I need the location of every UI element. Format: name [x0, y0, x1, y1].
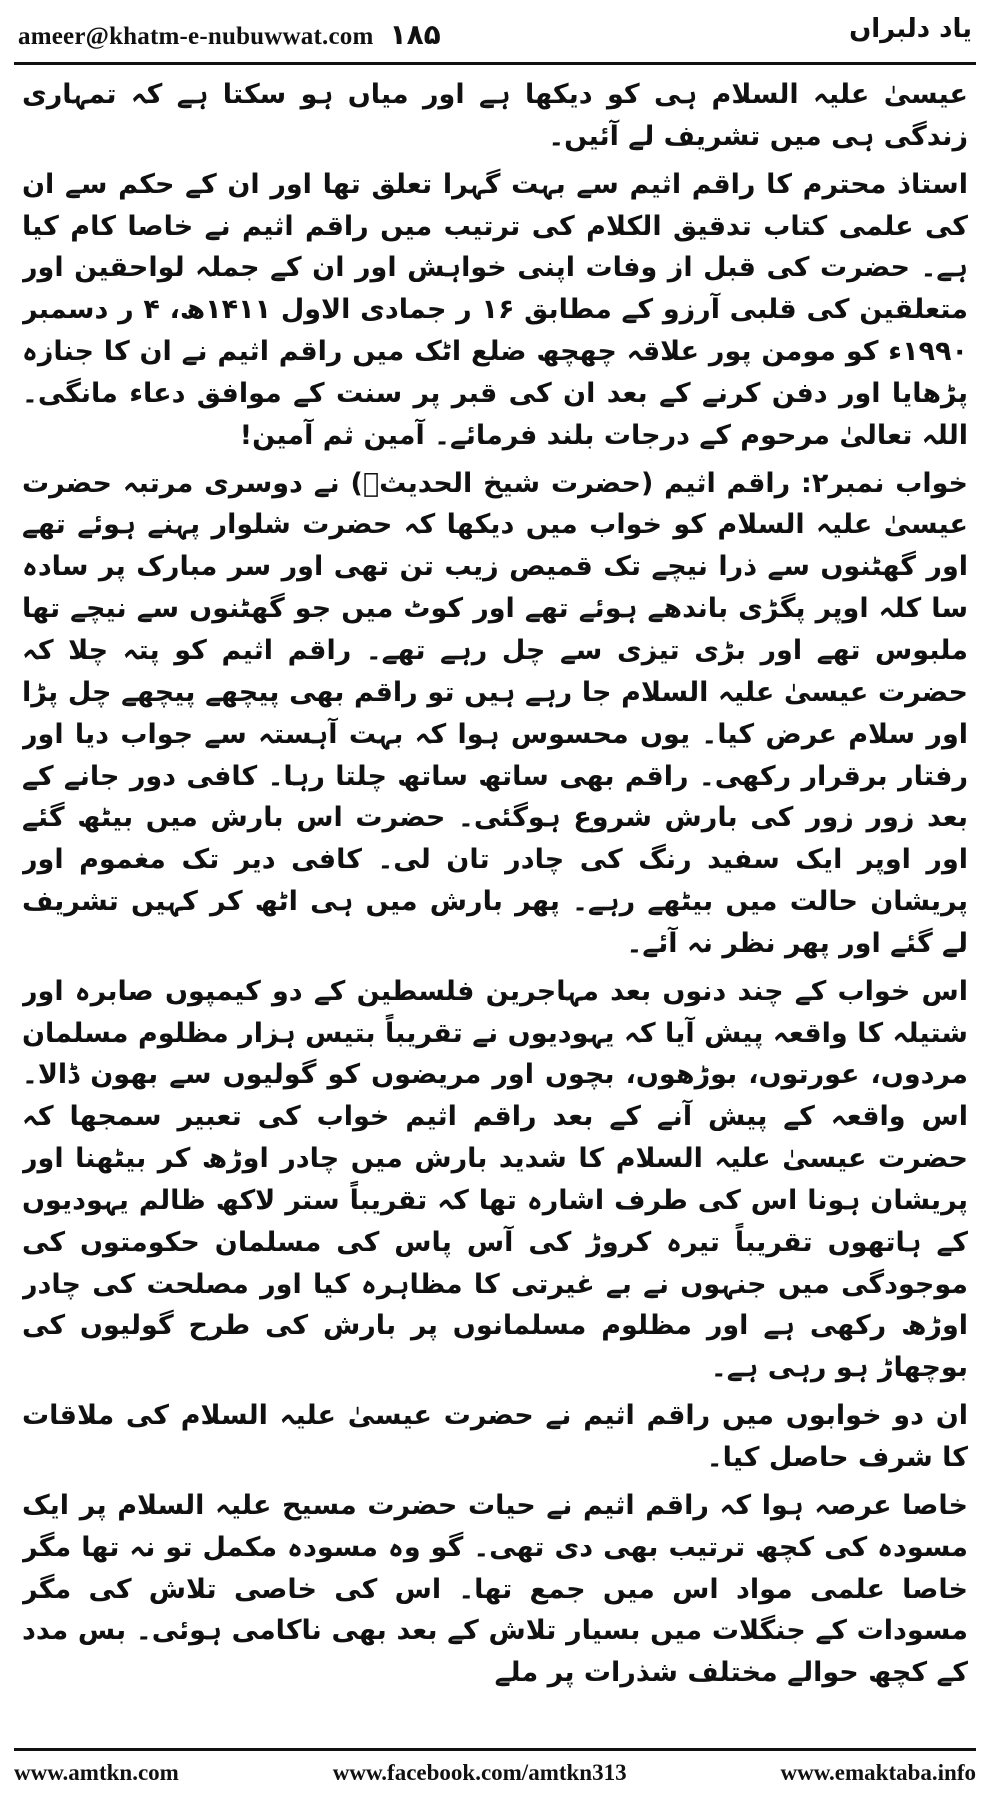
paragraph-2: استاذ محترم کا راقم اثیم سے بہت گہرا تعلق تھا اور ان کے حکم سے ان کی علمی کتاب تدقیق الکلام کی ترتیب میں راقم اثیم نے خاصا کام کیا ہے۔ حضرت کی قبل از وفات اپنی خواہش اور ان کے جملہ لواحقین اور متعلقین کی قلبی آرزو کے مطابق ۱۶ ر جمادی الاول ۱۴۱۱ھ، ۴ ر دسمبر ۱۹۹۰ء کو مومن پور علاقہ چھچھ ضلع اٹک میں راقم اثیم نے ان کا جنازہ پڑھایا اور دفن کرنے کے بعد ان کی قبر پر سنت کے موافق دعاء مانگی۔ اللہ تعالیٰ مرحوم کے درجات بلند فرمائے۔ آمین ثم آمین! — [22, 168, 968, 451]
page-header — [18, 14, 972, 54]
footer-link-emaktaba[interactable]: www.emaktaba.info — [780, 1760, 976, 1785]
footer-rule — [14, 1748, 976, 1751]
paragraph-1: عیسیٰ علیہ السلام ہی کو دیکھا ہے اور میاں ہو سکتا ہے کہ تمہاری زندگی ہی میں تشریف لے آئیں۔ — [22, 79, 968, 152]
header-rule — [14, 62, 976, 65]
footer-link-amtkn[interactable]: www.amtkn.com — [14, 1760, 179, 1785]
page-body — [22, 74, 968, 1719]
header-left-group — [18, 18, 441, 51]
paragraph-3: خواب نمبر۲: راقم اثیم (حضرت شیخ الحدیثؒ) نے دوسری مرتبہ حضرت عیسیٰ علیہ السلام کو خواب میں دیکھا کہ حضرت شلوار پہنے ہوئے تھے اور گھٹنوں سے ذرا نیچے تک قمیص زیب تن تھی اور سر مبارک پر سادہ سا کلہ اوپر پگڑی باندھے ہوئے تھے اور کوٹ میں جو گھٹنوں سے نیچے تھا ملبوس تھے اور بڑی تیزی سے چل رہے تھے۔ راقم اثیم کو پتہ چلا کہ حضرت عیسیٰ علیہ السلام جا رہے ہیں تو راقم بھی پیچھے پیچھے چل پڑا اور سلام عرض کیا۔ یوں محسوس ہوا کہ بہت آہستہ سے جواب دیا اور رفتار برقرار رکھی۔ راقم بھی ساتھ ساتھ چلتا رہا۔ کافی دور جانے کے بعد زور زور کی بارش شروع ہوگئی۔ حضرت اس بارش میں بیٹھ گئے اور اوپر ایک سفید رنگ کی چادر تان لی۔ کافی دیر تک مغموم اور پریشان حالت میں بیٹھے رہے۔ پھر بارش میں ہی اٹھ کر کہیں تشریف لے گئے اور پھر نظر نہ آئے۔ — [22, 467, 968, 959]
running-title: یاد دلبراں — [849, 14, 972, 44]
page-footer — [14, 1760, 976, 1786]
page-number: ۱۸۵ — [389, 18, 441, 51]
paragraph-5: ان دو خوابوں میں راقم اثیم نے حضرت عیسیٰ علیہ السلام کی ملاقات کا شرف حاصل کیا۔ — [22, 1400, 968, 1473]
paragraph-6: خاصا عرصہ ہوا کہ راقم اثیم نے حیات حضرت مسیح علیہ السلام پر ایک مسودہ کی کچھ ترتیب بھی دی تھی۔ گو وہ مسودہ مکمل تو نہ تھا مگر خاصا علمی مواد اس میں جمع تھا۔ اس کی خاصی تلاش کی مگر مسودات کے جنگلات میں بسیار تلاش کے بعد بھی ناکامی ہوئی۔ بس مدد کے کچھ حوالے مختلف شذرات پر ملے — [22, 1489, 968, 1689]
paragraph-4: اس خواب کے چند دنوں بعد مہاجرین فلسطین کے دو کیمپوں صابرہ اور شتیلہ کا واقعہ پیش آیا کہ یہودیوں نے تقریباً بتیس ہزار مظلوم مسلمان مردوں، عورتوں، بوڑھوں، بچوں اور مریضوں کو گولیوں سے بھون ڈالا۔ اس واقعہ کے پیش آنے کے بعد راقم اثیم خواب کی تعبیر سمجھا کہ حضرت عیسیٰ علیہ السلام کا شدید بارش میں چادر اوڑھ کر بیٹھنا اور پریشان ہونا اس کی طرف اشارہ تھا کہ تقریباً ستر لاکھ ظالم یہودیوں کے ہاتھوں تقریباً تیرہ کروڑ کی آس پاس کی مسلمان حکومتوں کی موجودگی میں جنہوں نے بے غیرتی کا مظاہرہ کیا اور مصلحت کی چادر اوڑھ رکھی ہے اور مظلوم مسلمانوں پر بارش کی طرح گولیوں کی بوچھاڑ ہو رہی ہے۔ — [22, 975, 968, 1384]
footer-link-facebook[interactable]: www.facebook.com/amtkn313 — [332, 1760, 627, 1785]
header-email: ameer@khatm-e-nubuwwat.com — [18, 23, 374, 50]
